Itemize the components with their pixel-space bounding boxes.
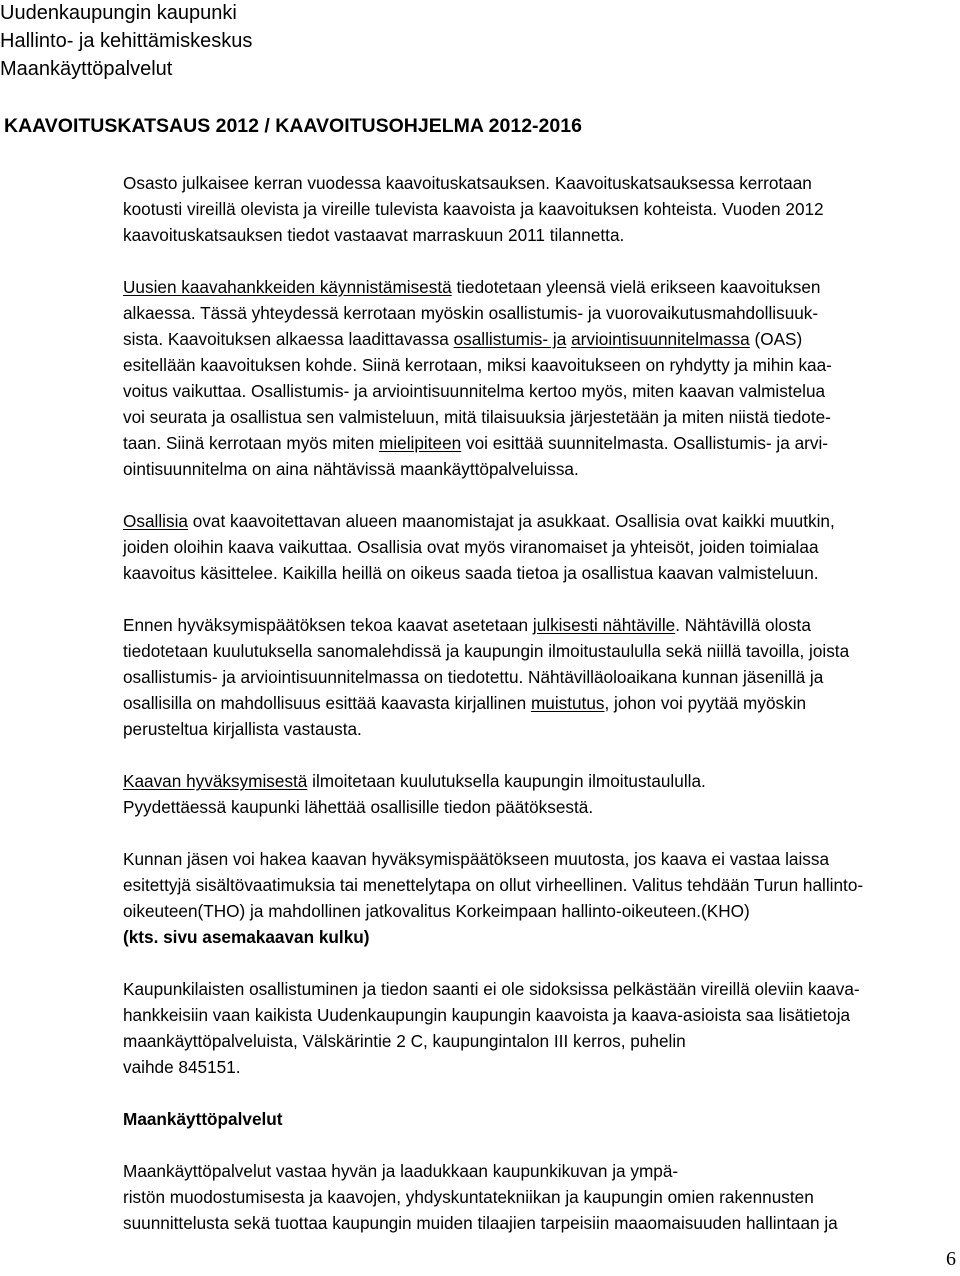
paragraph-line: hankkeisiin vaan kaikista Uudenkaupungin kaupungin kaavoista ja kaava-asioista saa lisätietoja — [123, 1005, 851, 1025]
paragraph-line: perusteltua kirjallista vastausta. — [123, 719, 362, 739]
org-name: Uudenkaupungin kaupunki — [0, 2, 237, 24]
paragraph-line: ointisuunnitelma on aina nähtävissä maankäyttöpalveluissa. — [123, 459, 579, 479]
text-segment: Ennen hyväksymispäätöksen tekoa kaavat asetetaan — [123, 615, 533, 635]
link-mielipide[interactable]: mielipiteen — [379, 433, 462, 453]
text-segment: (OAS) — [749, 329, 803, 349]
paragraph-line — [123, 614, 811, 636]
org-unit: Maankäyttöpalvelut — [0, 58, 173, 80]
text-segment: tiedotetaan yleensä vielä erikseen kaavoituksen — [451, 277, 821, 297]
text-segment: , johon voi pyytää myöskin — [604, 693, 807, 713]
paragraph-line: Pyydettäessä kaupunki lähettää osallisille tiedon päätöksestä. — [123, 797, 594, 817]
paragraph-line: suunnittelusta sekä tuottaa kaupungin muiden tilaajien tarpeisiin maaomaisuuden hallintaan ja — [123, 1213, 838, 1233]
paragraph-line — [123, 432, 828, 454]
text-segment: osallisilla on mahdollisuus esittää kaavasta kirjallinen — [123, 693, 531, 713]
reference-note: (kts. sivu asemakaavan kulku) — [123, 927, 370, 947]
paragraph-line: kaavoitus käsittelee. Kaikilla heillä on oikeus saada tietoa ja osallistua kaavan valmisteluun. — [123, 563, 819, 583]
paragraph-line: Kaupunkilaisten osallistuminen ja tiedon saanti ei ole sidoksissa pelkästään vireillä oleviin kaava- — [123, 979, 860, 999]
paragraph-line: joiden oloihin kaava vaikuttaa. Osallisia ovat myös viranomaiset ja yhteisöt, joiden toimialaa — [123, 537, 819, 557]
paragraph-line: kootusti vireillä olevista ja vireille tulevista kaavoista ja kaavoituksen kohteista. Vuoden 2012 — [123, 199, 824, 219]
paragraph-line — [123, 510, 835, 532]
paragraph-line: tiedotetaan kuulutuksella sanomalehdissä ja kaupungin ilmoitustaululla sekä niillä tavoilla, joista — [123, 641, 850, 661]
text-segment: ilmoitetaan kuulutuksella kaupungin ilmoitustaululla. — [307, 771, 706, 791]
link-kaavahankkeiden-kaynnistaminen[interactable]: Uusien kaavahankkeiden käynnistämisestä — [123, 277, 452, 297]
paragraph-line: alkaessa. Tässä yhteydessä kerrotaan myöskin osallistumis- ja vuorovaikutusmahdollisuuk- — [123, 303, 819, 323]
link-osallisia[interactable]: Osallisia — [123, 511, 188, 531]
section-heading: Maankäyttöpalvelut — [123, 1109, 283, 1129]
paragraph-line: maankäyttöpalveluista, Välskärintie 2 C, kaupungintalon III kerros, puhelin — [123, 1031, 686, 1051]
paragraph-line — [123, 328, 802, 350]
link-muistutus[interactable]: muistutus — [530, 693, 605, 713]
paragraph-line — [123, 692, 806, 714]
text-segment: ovat kaavoitettavan alueen maanomistajat ja asukkaat. Osallisia ovat kaikki muutkin, — [187, 511, 835, 531]
paragraph-line: vaihde 845151. — [123, 1057, 241, 1077]
text-segment: taan. Siinä kerrotaan myös miten — [123, 433, 380, 453]
paragraph-line — [123, 770, 706, 792]
link-osallistumis[interactable]: osallistumis- ja — [453, 329, 567, 349]
paragraph-line: Maankäyttöpalvelut vastaa hyvän ja laadukkaan kaupunkikuvan ja ympä- — [123, 1161, 679, 1181]
paragraph-line: voi seurata ja osallistua sen valmisteluun, mitä tilaisuuksia järjestetään ja miten niistä tiedote- — [123, 407, 831, 427]
paragraph-line: oikeuteen(THO) ja mahdollinen jatkovalitus Korkeimpaan hallinto-oikeuteen.(KHO) — [123, 901, 750, 921]
paragraph-line: osallistumis- ja arviointisuunnitelmassa on tiedotettu. Nähtävilläoloaikana kunnan jäsenillä ja — [123, 667, 824, 687]
paragraph-line: esitettyjä sisältövaatimuksia tai menettelytapa on ollut virheellinen. Valitus tehdään Turun hallinto- — [123, 875, 864, 895]
page-number: 6 — [946, 1248, 956, 1270]
link-arviointisuunnitelma[interactable]: arviointisuunnitelmassa — [571, 329, 750, 349]
org-department: Hallinto- ja kehittämiskeskus — [0, 30, 253, 52]
text-segment: sista. Kaavoituksen alkaessa laadittavassa — [123, 329, 454, 349]
paragraph-line: Osasto julkaisee kerran vuodessa kaavoituskatsauksen. Kaavoituskatsauksessa kerrotaan — [123, 173, 812, 193]
paragraph-line: kaavoituskatsauksen tiedot vastaavat marraskuun 2011 tilannetta. — [123, 225, 625, 245]
document-title: KAAVOITUSKATSAUS 2012 / KAAVOITUSOHJELMA 2012-2016 — [4, 115, 582, 137]
text-segment: . Nähtävillä olosta — [675, 615, 811, 635]
link-kaavan-hyvaksyminen[interactable]: Kaavan hyväksymisestä — [123, 771, 308, 791]
link-julkisesti-nahtaville[interactable]: julkisesti nähtäville — [532, 615, 676, 635]
paragraph-line: Kunnan jäsen voi hakea kaavan hyväksymispäätökseen muutosta, jos kaava ei vastaa laissa — [123, 849, 830, 869]
paragraph-line: ristön muodostumisesta ja kaavojen, yhdyskuntatekniikan ja kaupungin omien rakennusten — [123, 1187, 814, 1207]
paragraph-line: voitus vaikuttaa. Osallistumis- ja arviointisuunnitelma kertoo myös, miten kaavan valmistelua — [123, 381, 826, 401]
paragraph-line: esitellään kaavoituksen kohde. Siinä kerrotaan, miksi kaavoitukseen on ryhdytty ja mihin kaa- — [123, 355, 832, 375]
paragraph-line — [123, 276, 820, 298]
text-segment: voi esittää suunnitelmasta. Osallistumis- ja arvi- — [461, 433, 828, 453]
